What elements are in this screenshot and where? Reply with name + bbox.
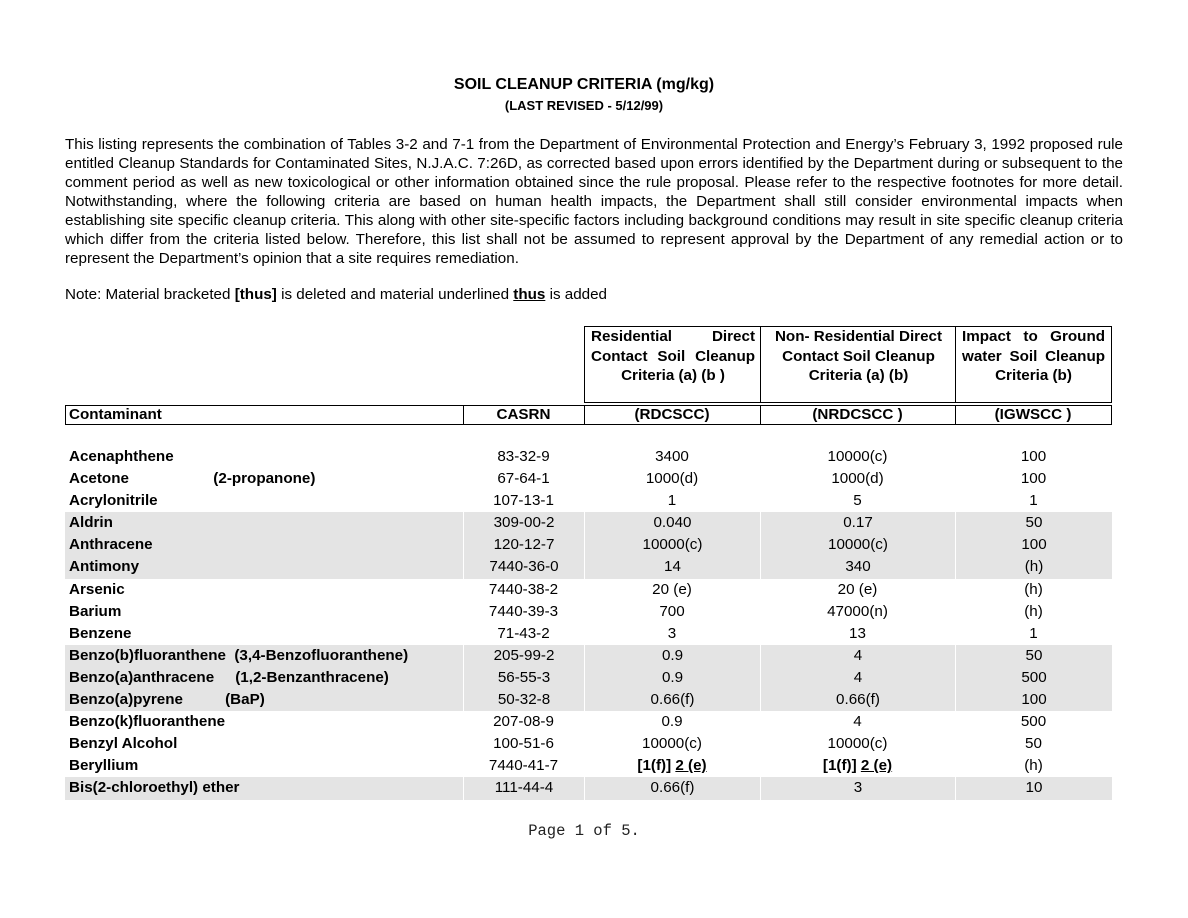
intro-paragraph: This listing represents the combination of Tables 3-2 and 7-1 from the Department of Environmental Protection and Energy’s February 3, 1992 proposed rule entitled Cleanup Standards for Contaminated Sites, N.J.A.C. 7:26D, as corrected based upon errors identified by the Department during or subsequent to the comment period as well as new toxicological or other information obtained since the rule proposal. Please refer to the respective footnotes for more detail. Notwithstanding, where the following criteria are based on human health impacts, the Department shall still consider environmental impacts when establishing site specific cleanup criteria. This along with other site-specific factors including background conditions may result in site specific cleanup criteria which differ from the criteria listed below. Therefore, this list shall not be assumed to represent approval by the Department of any remedial action or to represent the Department’s opinion that a site requires remediation.	[65, 136, 1123, 267]
contaminant-cell: Benzo(a)pyrene (BaP)	[69, 691, 265, 709]
igwscc-cell: 500	[955, 667, 1112, 689]
table-row	[65, 446, 1112, 468]
casrn-cell: 71-43-2	[497, 624, 550, 642]
nrdcscc-cell: 47000(n)	[827, 602, 888, 620]
header-rdcscc: Residential Direct Contact Soil Cleanup Criteria (a) (b )	[584, 326, 761, 403]
table-row	[65, 556, 1112, 578]
igwscc-cell: 100	[955, 534, 1112, 556]
igwscc-cell: (h)	[1024, 580, 1043, 598]
nrdcscc-cell: 3	[760, 777, 955, 799]
rdcscc-cell: 3	[667, 624, 677, 642]
nrdcscc-cell: 4	[760, 645, 955, 667]
nrdcscc-cell: 10000(c)	[827, 448, 888, 465]
table-row	[65, 601, 1112, 623]
table-row	[65, 512, 1112, 534]
contaminant-cell: Anthracene	[69, 536, 153, 554]
deleted-value: [1(f)]	[637, 757, 672, 775]
table-row	[65, 534, 1112, 556]
contaminant-cell: Arsenic	[69, 580, 125, 598]
contaminant-cell: Antimony	[69, 558, 140, 576]
casrn-cell: 309-00-2	[463, 512, 584, 534]
rdcscc-cell: 0.9	[584, 667, 760, 689]
nrdcscc-cell: 13	[849, 624, 866, 642]
casrn-cell: 7440-39-3	[488, 602, 559, 620]
casrn-cell: 83-32-9	[497, 448, 550, 465]
nrdcscc-cell: 340	[760, 556, 955, 578]
rdcscc-cell: 1	[667, 492, 677, 510]
igwscc-cell: 1	[1029, 624, 1038, 642]
igwscc-cell: 50	[955, 645, 1112, 667]
igwscc-cell: 100	[1020, 470, 1047, 488]
casrn-cell: 67-64-1	[497, 470, 550, 488]
page-number: Page 1 of 5.	[528, 822, 640, 840]
criteria-table-body	[65, 446, 1112, 800]
casrn-cell: 7440-36-0	[463, 556, 584, 578]
contaminant-cell: Benzene	[69, 624, 132, 642]
nrdcscc-cell	[760, 755, 955, 777]
table-row	[65, 667, 1112, 689]
casrn-cell: 120-12-7	[463, 534, 584, 556]
added-value: 2 (e)	[860, 757, 893, 775]
label-rdcscc: (RDCSCC)	[584, 405, 761, 425]
rdcscc-cell: 14	[584, 556, 760, 578]
nrdcscc-cell: 20 (e)	[837, 580, 878, 598]
deleted-value: [1(f)]	[822, 757, 857, 775]
rdcscc-cell: 0.9	[584, 645, 760, 667]
nrdcscc-cell: 0.17	[760, 512, 955, 534]
contaminant-cell: Acrylonitrile	[69, 492, 158, 510]
contaminant-cell: Benzyl Alcohol	[69, 735, 178, 753]
casrn-cell: 7440-41-7	[488, 757, 559, 775]
igwscc-cell: 100	[1020, 448, 1047, 465]
page-title: SOIL CLEANUP CRITERIA (mg/kg)	[453, 76, 715, 93]
rdcscc-cell: 700	[659, 602, 685, 620]
nrdcscc-cell: 0.66(f)	[760, 689, 955, 711]
header-nrdcscc: Non- Residential Direct Contact Soil Cleanup Criteria (a) (b)	[760, 326, 956, 403]
casrn-cell: 107-13-1	[493, 492, 554, 510]
note-added-example: thus	[513, 286, 546, 303]
contaminant-cell: Benzo(a)anthracene (1,2-Benzanthracene)	[69, 668, 389, 686]
rdcscc-cell: 0.66(f)	[584, 777, 760, 799]
table-row	[65, 777, 1112, 799]
igwscc-cell: 100	[955, 689, 1112, 711]
igwscc-cell: 50	[955, 512, 1112, 534]
rdcscc-cell: 10000(c)	[584, 534, 760, 556]
igwscc-cell: (h)	[1024, 602, 1043, 620]
table-row	[65, 755, 1112, 777]
note-prefix: Note: Material bracketed	[65, 286, 235, 303]
nrdcscc-cell: 1000(d)	[831, 470, 884, 488]
table-row	[65, 490, 1112, 512]
label-casrn: CASRN	[463, 405, 585, 425]
casrn-cell: 100-51-6	[493, 735, 554, 753]
nrdcscc-cell: 4	[853, 713, 862, 731]
igwscc-cell: 50	[1025, 735, 1042, 753]
added-value: 2 (e)	[675, 757, 707, 775]
table-row	[65, 623, 1112, 645]
casrn-cell: 111-44-4	[463, 777, 584, 799]
nrdcscc-cell: 4	[760, 667, 955, 689]
contaminant-cell: Acenaphthene	[69, 448, 174, 465]
igwscc-cell: 1	[1029, 492, 1038, 510]
rdcscc-cell: 3400	[655, 448, 689, 465]
contaminant-cell: Acetone (2-propanone)	[69, 470, 316, 488]
contaminant-cell: Bis(2-chloroethyl) ether	[69, 779, 240, 797]
contaminant-cell: Beryllium	[69, 757, 139, 775]
revision-date: (LAST REVISED - 5/12/99)	[504, 98, 664, 113]
header-igwscc: Impact to Ground water Soil Cleanup Criteria (b)	[955, 326, 1112, 403]
igwscc-cell: (h)	[955, 556, 1112, 578]
casrn-cell: 56-55-3	[463, 667, 584, 689]
table-row	[65, 645, 1112, 667]
table-row	[65, 711, 1112, 733]
nrdcscc-cell: 10000(c)	[827, 735, 888, 753]
contaminant-cell: Benzo(k)fluoranthene	[69, 713, 226, 731]
label-nrdcscc: (NRDCSCC )	[760, 405, 956, 425]
edit-note	[65, 286, 607, 303]
rdcscc-cell: 20 (e)	[652, 580, 692, 598]
note-middle: is deleted and material underlined	[276, 286, 514, 303]
contaminant-cell: Aldrin	[69, 514, 113, 532]
rdcscc-cell: 0.66(f)	[584, 689, 760, 711]
casrn-cell: 7440-38-2	[488, 580, 559, 598]
contaminant-cell: Barium	[69, 602, 122, 620]
contaminant-cell: Benzo(b)fluoranthene (3,4-Benzofluoranthene)	[69, 646, 409, 664]
table-row	[65, 468, 1112, 490]
nrdcscc-cell: 5	[853, 492, 862, 510]
casrn-cell: 205-99-2	[463, 645, 584, 667]
label-igwscc: (IGWSCC )	[955, 405, 1112, 425]
rdcscc-cell	[584, 755, 760, 777]
label-contaminant: Contaminant	[65, 405, 464, 425]
note-suffix: is added	[545, 286, 607, 303]
table-row	[65, 733, 1112, 755]
table-row	[65, 579, 1112, 601]
casrn-cell: 207-08-9	[493, 713, 554, 731]
table-row	[65, 689, 1112, 711]
casrn-cell: 50-32-8	[463, 689, 584, 711]
igwscc-cell: 500	[1020, 713, 1047, 731]
rdcscc-cell: 1000(d)	[645, 470, 699, 488]
rdcscc-cell: 10000(c)	[642, 735, 702, 753]
rdcscc-cell: 0.9	[661, 713, 683, 731]
rdcscc-cell: 0.040	[584, 512, 760, 534]
igwscc-cell: 10	[955, 777, 1112, 799]
column-label-row	[65, 405, 1112, 425]
nrdcscc-cell: 10000(c)	[760, 534, 955, 556]
igwscc-cell: (h)	[1024, 757, 1043, 775]
note-deleted-example: [thus]	[234, 286, 277, 303]
